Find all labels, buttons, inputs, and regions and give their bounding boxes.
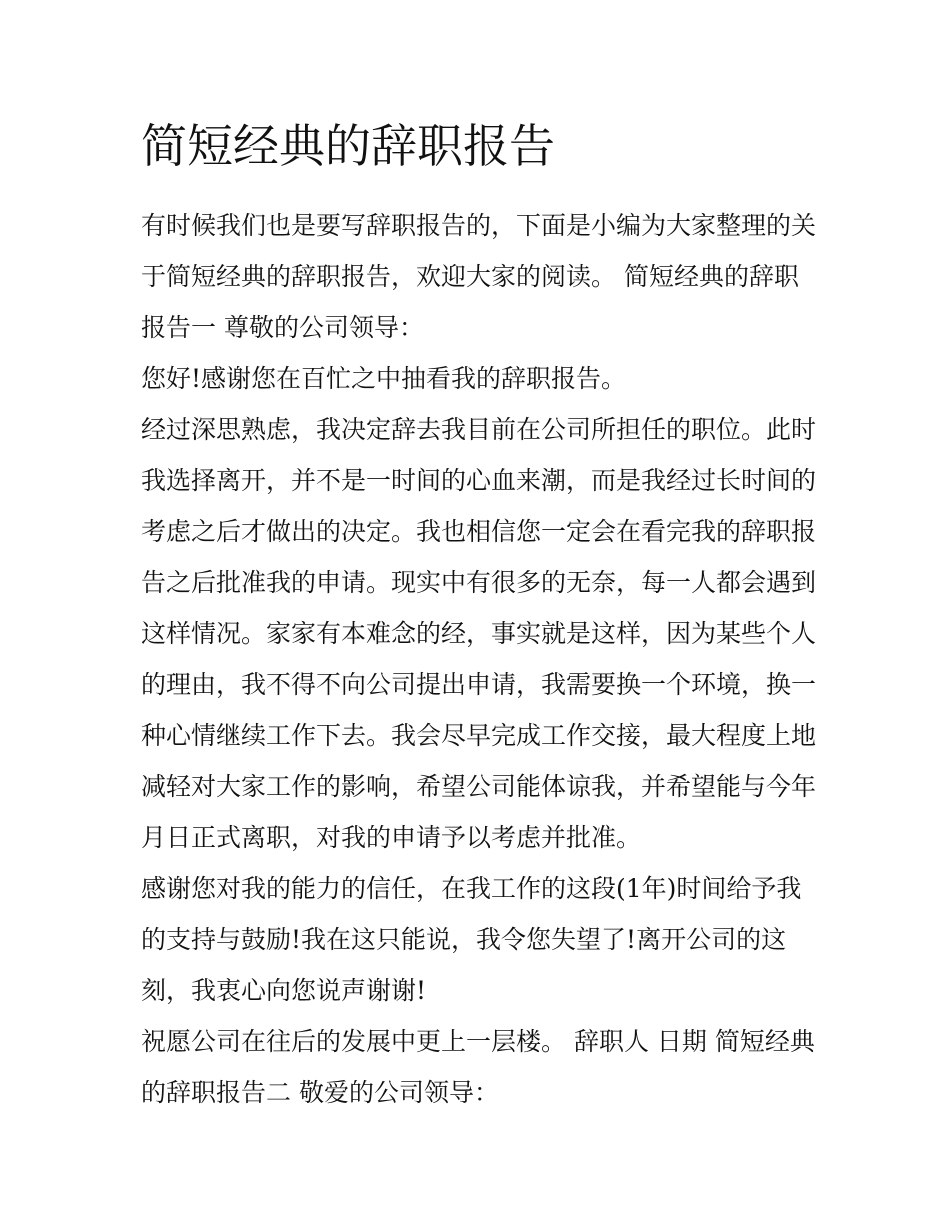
body-line: 我选择离开，并不是一时间的心血来潮，而是我经过长时间的: [141, 466, 817, 495]
body-line: 的理由，我不得不向公司提出申请，我需要换一个环境，换一: [141, 670, 817, 699]
body-line: 祝愿公司在往后的发展中更上一层楼。 辞职人 日期 简短经典: [141, 1027, 815, 1056]
body-line: 月日正式离职，对我的申请予以考虑并批准。: [141, 823, 642, 852]
body-line: 种心情继续工作下去。我会尽早完成工作交接，最大程度上地: [141, 721, 817, 750]
body-line: 这样情况。家家有本难念的经，事实就是这样，因为某些个人: [141, 619, 817, 648]
body-line: 您好!感谢您在百忙之中抽看我的辞职报告。: [141, 364, 627, 393]
body-line: 感谢您对我的能力的信任，在我工作的这段(1年)时间给予我: [141, 874, 802, 903]
body-line: 告之后批准我的申请。现实中有很多的无奈，每一人都会遇到: [141, 568, 817, 597]
body-line: 于简短经典的辞职报告，欢迎大家的阅读。 简短经典的辞职: [141, 262, 799, 291]
body-line: 考虑之后才做出的决定。我也相信您一定会在看完我的辞职报: [141, 517, 817, 546]
body-line: 有时候我们也是要写辞职报告的，下面是小编为大家整理的关: [141, 211, 817, 240]
body-line: 经过深思熟虑，我决定辞去我目前在公司所担任的职位。此时: [141, 415, 817, 444]
body-line: 减轻对大家工作的影响，希望公司能体谅我，并希望能与今年: [141, 772, 817, 801]
body-line: 的支持与鼓励!我在这只能说，我令您失望了!离开公司的这: [141, 925, 787, 954]
document-title: 简短经典的辞职报告: [141, 119, 555, 173]
document-body: [141, 200, 821, 1118]
body-line: 报告一 尊敬的公司领导：: [141, 313, 424, 342]
body-line: 的辞职报告二 敬爱的公司领导：: [141, 1078, 499, 1107]
body-line: 刻，我衷心向您说声谢谢!: [141, 976, 427, 1005]
